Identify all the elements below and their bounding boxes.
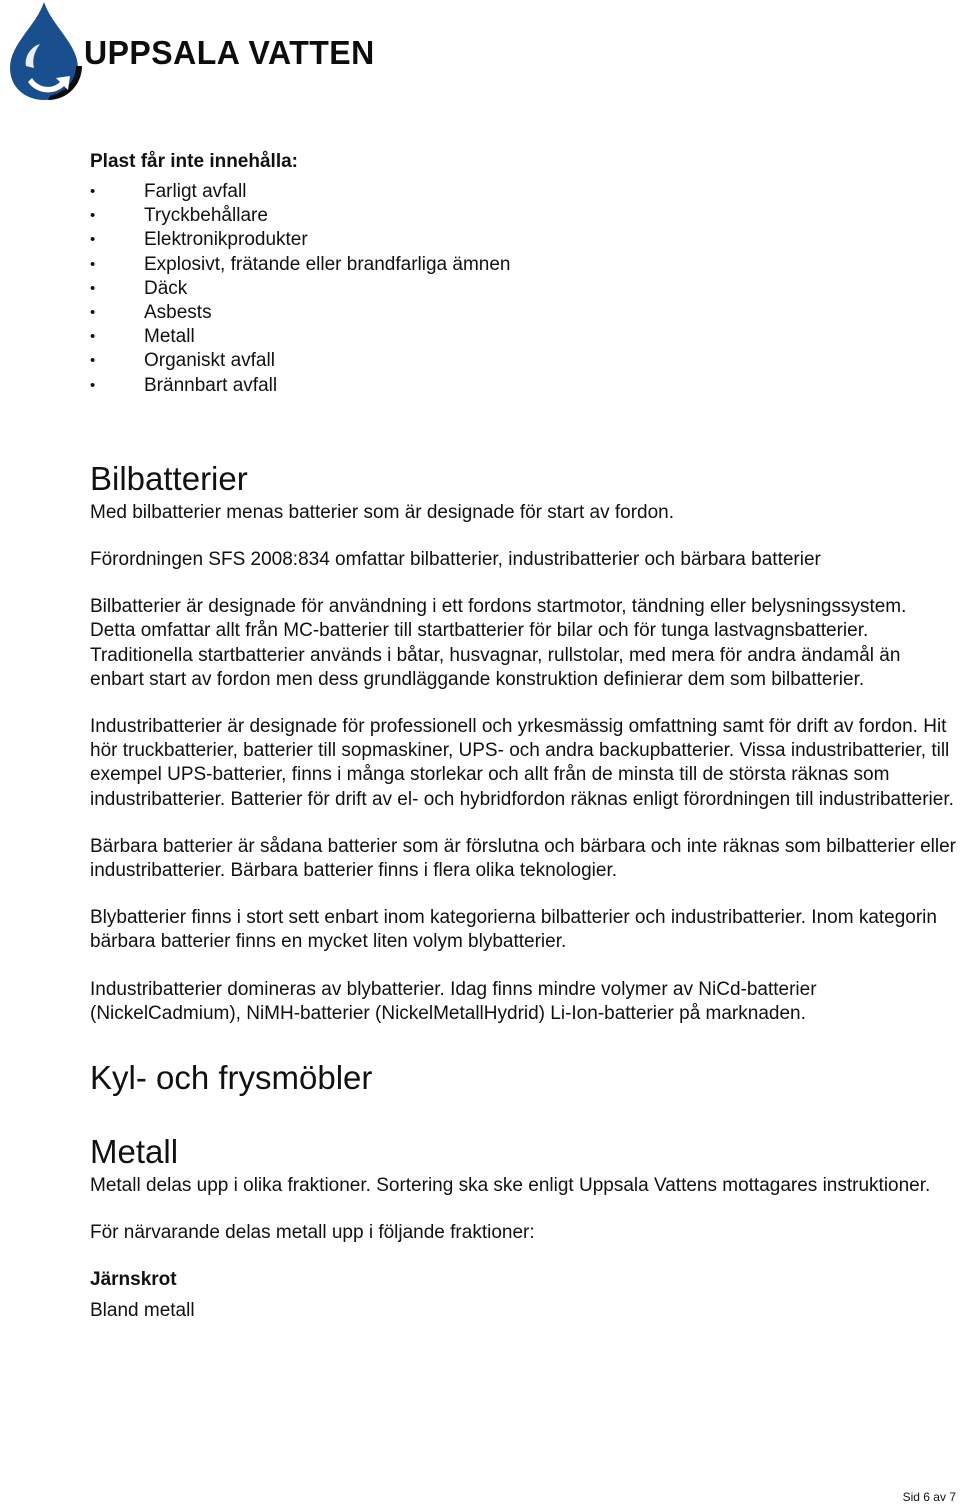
list-item: • Tryckbehållare [90,204,956,228]
paragraph: Med bilbatterier menas batterier som är designade för start av fordon. [90,501,675,523]
paragraph: För närvarande delas metall upp i följande fraktioner: [90,1222,535,1244]
paragraph: Industribatterier är designade för professionell och yrkesmässig omfattning samt för drift av fordon. Hit hör truckbatterier, batterier till sopmaskiner, UPS- och andra backupbatterier. Vissa industribatterier, till exempel UPS-batterier, finns i många storlekar och allt från de minsta till de största räknas som industribatterier. Batterier för drift av el- och hybridfordon räknas enligt förordningen till industribatterier. [90,716,954,810]
logo-text: UPPSALA VATTEN [84,34,375,71]
list-item: • Farligt avfall [90,180,956,204]
paragraph: Metall delas upp i olika fraktioner. Sortering ska ske enligt Uppsala Vattens mottagares instruktioner. [90,1175,931,1197]
paragraph: Industribatterier domineras av blybatterier. Idag finns mindre volymer av NiCd-batterier (NickelCadmium), NiMH-batterier (NickelMetallHydrid) Li-Ion-batterier på marknaden. [90,978,817,1024]
list-item: • Explosivt, frätande eller brandfarliga ämnen [90,253,956,277]
paragraph: Bilbatterier är designade för användning i ett fordons startmotor, tändning eller belysningssystem. Detta omfattar allt från MC-batterier till startbatterier för bilar och för tunga lastvagnsbatterier. Traditionella startbatterier används i båtar, husvagnar, rullstolar, med mera för andra ändamål än enbart start av fordon men dess grundläggande konstruktion definierar dem som bilbatterier. [90,596,907,690]
plast-list-title: Plast får inte innehålla: [90,151,298,172]
kyl-heading: Kyl- och frysmöbler [90,1059,373,1097]
water-drop-icon [4,0,84,104]
paragraph: Bärbara batterier är sådana batterier som är förslutna och bärbara och inte räknas som bilbatterier eller industribatterier. Bärbara batterier finns i flera olika teknologier. [90,835,956,882]
jarnskrot-subheading: Järnskrot [90,1269,177,1291]
list-item: • Brännbart avfall [90,374,956,398]
list-item: • Organiskt avfall [90,349,956,373]
paragraph: Blybatterier finns i stort sett enbart inom kategorierna bilbatterier och industribatterier. Inom kategorin bärbara batterier finns en mycket liten volym blybatterier. [90,907,937,953]
paragraph: Bland metall [90,1299,195,1321]
plast-list [90,180,956,398]
metall-heading: Metall [90,1133,179,1171]
page-number: Sid 6 av 7 [902,1490,956,1504]
list-item: • Metall [90,325,956,349]
logo [4,0,404,104]
list-item: • Däck [90,277,956,301]
paragraph: Förordningen SFS 2008:834 omfattar bilbatterier, industribatterier och bärbara batterier [90,549,821,571]
bilbatterier-heading: Bilbatterier [90,459,248,497]
list-item: • Elektronikprodukter [90,228,956,252]
list-item: • Asbests [90,301,956,325]
document-body [90,150,956,1323]
